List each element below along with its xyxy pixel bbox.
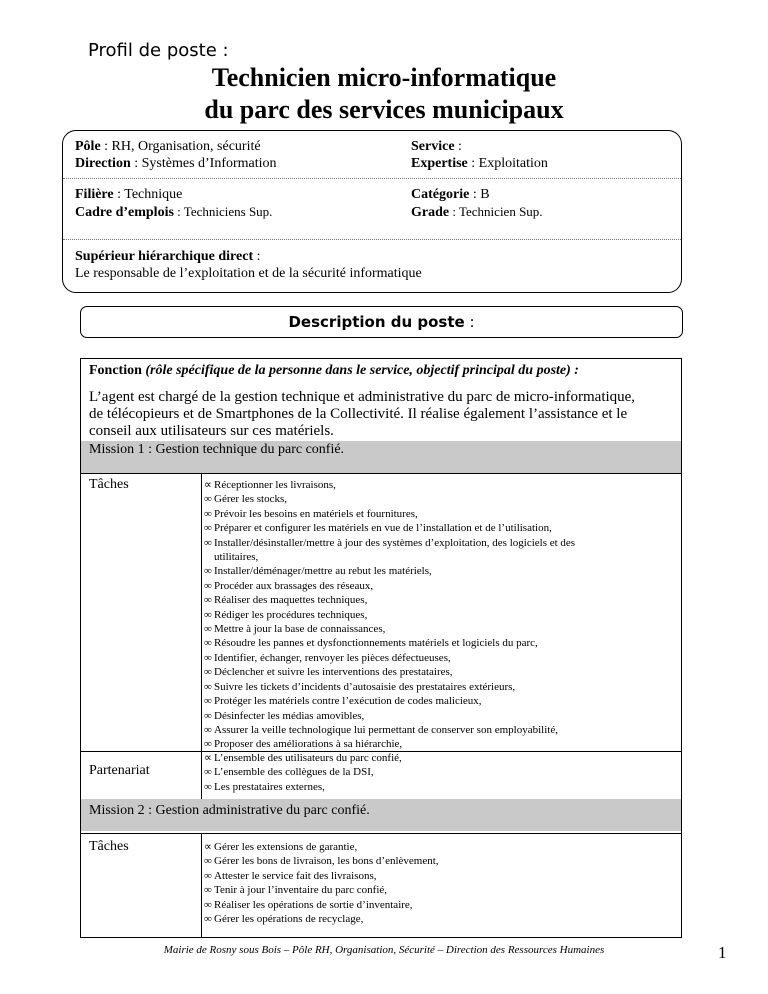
- bullet-icon: ∝: [204, 479, 212, 491]
- task-item: [204, 665, 674, 679]
- task-text: Réaliser des maquettes techniques,: [214, 594, 368, 607]
- task-item: [204, 593, 674, 607]
- categorie-value: : B: [469, 187, 490, 202]
- bullet-icon: ∞: [204, 766, 212, 779]
- task-item: [204, 694, 674, 708]
- task-item: [204, 898, 674, 912]
- job-info-box: [62, 130, 682, 293]
- task-item: [204, 636, 674, 650]
- fonction-note: (rôle spécifique de la personne dans le service, objectif principal du poste) :: [145, 363, 579, 378]
- task-text: Gérer les bons de livraison, les bons d’enlèvement,: [214, 855, 439, 868]
- direction-label: Direction: [75, 156, 131, 171]
- mission-2-taches-label: Tâches: [89, 839, 129, 854]
- task-item: [204, 883, 674, 897]
- task-text: Mettre à jour la base de connaissances,: [214, 623, 386, 636]
- bullet-icon: ∞: [204, 493, 212, 506]
- task-text: L’ensemble des collègues de la DSI,: [214, 766, 374, 779]
- task-item: [204, 507, 674, 521]
- bullet-icon: ∞: [204, 723, 212, 736]
- bullet-icon: ∞: [204, 507, 212, 520]
- task-text: Attester le service fait des livraisons,: [214, 869, 377, 882]
- task-text: L’ensemble des utilisateurs du parc confié,: [214, 752, 402, 764]
- task-item: [204, 680, 674, 694]
- row-divider: [81, 473, 681, 474]
- page-footer: Mairie de Rosny sous Bois – Pôle RH, Organisation, Sécurité – Direction des Ressources Humaines: [163, 944, 605, 956]
- task-item: [204, 521, 674, 535]
- task-item: [204, 579, 674, 593]
- service-value: :: [454, 139, 462, 154]
- superieur-suffix: :: [253, 249, 261, 264]
- bullet-icon: ∞: [204, 651, 212, 664]
- cadre-label: Cadre d’emplois: [75, 205, 174, 220]
- task-item: [204, 912, 674, 926]
- task-item: [204, 651, 674, 665]
- fonction-line-2: de télécopieurs et de Smartphones de la Collectivité. Il réalise également l’assistance et le: [89, 406, 628, 422]
- pole-label: Pôle: [75, 139, 101, 154]
- pole-value: : RH, Organisation, sécurité: [100, 139, 261, 154]
- superieur-label: Supérieur hiérarchique direct: [75, 249, 254, 264]
- task-item: [204, 550, 674, 564]
- description-table: [80, 358, 682, 938]
- bullet-icon: ∞: [204, 623, 212, 636]
- categorie-label: Catégorie: [411, 187, 470, 202]
- task-item: [204, 492, 674, 506]
- bullet-icon: ∞: [204, 594, 212, 607]
- task-item: [204, 765, 674, 779]
- task-item: [204, 737, 674, 751]
- mission-1-partenariat-list: [204, 751, 674, 794]
- categorie-grade-cell: [411, 186, 543, 221]
- mission-1-title: Mission 1 : Gestion technique du parc confié.: [81, 441, 681, 473]
- superieur-cell: [75, 248, 422, 282]
- bullet-icon: ∞: [204, 884, 212, 897]
- mission-1-partenariat-label: Partenariat: [89, 763, 150, 778]
- bullet-icon: ∞: [204, 898, 212, 911]
- task-text: Réaliser les opérations de sortie d’inventaire,: [214, 898, 413, 911]
- bullet-icon: ∞: [204, 913, 212, 926]
- row-divider: [81, 751, 681, 752]
- mission-2-title: Mission 2 : Gestion administrative du parc confié.: [81, 799, 681, 831]
- bullet-icon: ∞: [204, 855, 212, 868]
- task-item: [204, 564, 674, 578]
- description-title: Description du poste: [288, 313, 465, 331]
- service-expertise-cell: [411, 138, 548, 172]
- task-item: [204, 723, 674, 737]
- task-text: Réceptionner les livraisons,: [214, 479, 336, 491]
- task-text: Installer/déménager/mettre au rebut les matériels,: [214, 565, 432, 578]
- filiere-value: : Technique: [113, 187, 183, 202]
- task-text: Proposer des améliorations à sa hiérarchie,: [214, 738, 403, 751]
- filiere-cadre-cell: [75, 186, 272, 221]
- task-text: utilitaires,: [214, 551, 259, 564]
- row-divider: [81, 833, 681, 834]
- fonction-label: Fonction: [89, 363, 146, 378]
- pole-direction-cell: [75, 138, 277, 172]
- fonction-text: [89, 389, 674, 440]
- task-item: [204, 622, 674, 636]
- column-divider: [201, 833, 202, 938]
- task-text: Identifier, échanger, renvoyer les pièces défectueuses,: [214, 651, 451, 664]
- task-item: [204, 536, 674, 550]
- title-line-1: Technicien micro-informatique: [211, 63, 557, 92]
- task-text: Résoudre les pannes et dysfonctionnements matériels et logiciels du parc,: [214, 637, 538, 650]
- direction-value: : Systèmes d’Information: [130, 156, 277, 171]
- description-suffix: :: [464, 313, 475, 331]
- bullet-icon: ∞: [204, 536, 212, 549]
- task-text: Désinfecter les médias amovibles,: [214, 709, 365, 722]
- info-divider-1: [63, 178, 681, 179]
- bullet-icon: ∞: [204, 695, 212, 708]
- fonction-line-3: conseil aux utilisateurs sur ces matériels.: [89, 423, 334, 439]
- bullet-icon: ∞: [204, 709, 212, 722]
- mission-1-taches-label: Tâches: [89, 477, 129, 492]
- task-text: Prévoir les besoins en matériels et fournitures,: [214, 507, 418, 520]
- task-text: Procéder aux brassages des réseaux,: [214, 579, 374, 592]
- task-text: Gérer les opérations de recyclage,: [214, 913, 364, 926]
- task-item: [204, 854, 674, 868]
- fonction-heading: [89, 363, 579, 379]
- service-label: Service: [411, 139, 455, 154]
- filiere-label: Filière: [75, 187, 114, 202]
- task-item: [204, 780, 674, 794]
- task-text: Tenir à jour l’inventaire du parc confié,: [214, 884, 388, 897]
- grade-label: Grade: [411, 205, 450, 220]
- mission-2-taches-list: [204, 840, 674, 926]
- task-item: [204, 869, 674, 883]
- fonction-line-1: L’agent est chargé de la gestion technique et administrative du parc de micro-informatique,: [89, 389, 636, 405]
- bullet-icon: ∝: [204, 752, 212, 764]
- bullet-icon: ∞: [204, 522, 212, 535]
- expertise-label: Expertise: [411, 156, 468, 171]
- task-text: Les prestataires externes,: [214, 780, 325, 793]
- bullet-icon: ∞: [204, 666, 212, 679]
- bullet-icon: ∞: [204, 565, 212, 578]
- page-title: [0, 62, 768, 126]
- info-divider-2: [63, 239, 681, 240]
- task-item: [204, 751, 674, 765]
- task-text: Gérer les extensions de garantie,: [214, 841, 358, 853]
- bullet-icon: ∞: [204, 869, 212, 882]
- expertise-value: : Exploitation: [467, 156, 548, 171]
- task-text: Déclencher et suivre les interventions des prestataires,: [214, 666, 453, 679]
- bullet-icon: ∞: [204, 780, 212, 793]
- bullet-icon: ∞: [204, 738, 212, 751]
- task-text: Installer/désinstaller/mettre à jour des systèmes d’exploitation, des logiciels et des: [214, 536, 576, 549]
- description-heading: [80, 306, 683, 338]
- bullet-icon: ∞: [204, 608, 212, 621]
- mission-1-taches-list: [204, 478, 674, 752]
- task-text: Assurer la veille technologique lui permettant de conserver son employabilité,: [214, 723, 558, 736]
- bullet-icon: ∞: [204, 637, 212, 650]
- task-item: [204, 608, 674, 622]
- task-text: Préparer et configurer les matériels en vue de l’installation et de l’utilisation,: [214, 522, 552, 535]
- page-number: 1: [718, 943, 727, 962]
- task-item: [204, 709, 674, 723]
- task-item: [204, 840, 674, 854]
- task-text: Protéger les matériels contre l’exécution de codes malicieux,: [214, 695, 482, 708]
- task-text: Rédiger les procédures techniques,: [214, 608, 368, 621]
- bullet-icon: ∞: [204, 680, 212, 693]
- superieur-value: Le responsable de l’exploitation et de la sécurité informatique: [75, 266, 422, 281]
- task-item: [204, 478, 674, 492]
- profil-label: Profil de poste :: [88, 40, 229, 61]
- task-text: Suivre les tickets d’incidents d’autosaisie des prestataires extérieurs,: [214, 680, 516, 693]
- grade-value: : Technicien Sup.: [449, 204, 543, 219]
- cadre-value: : Techniciens Sup.: [173, 204, 273, 219]
- bullet-icon: ∝: [204, 841, 212, 853]
- task-text: Gérer les stocks,: [214, 493, 288, 506]
- title-line-2: du parc des services municipaux: [204, 95, 564, 124]
- bullet-icon: ∞: [204, 579, 212, 592]
